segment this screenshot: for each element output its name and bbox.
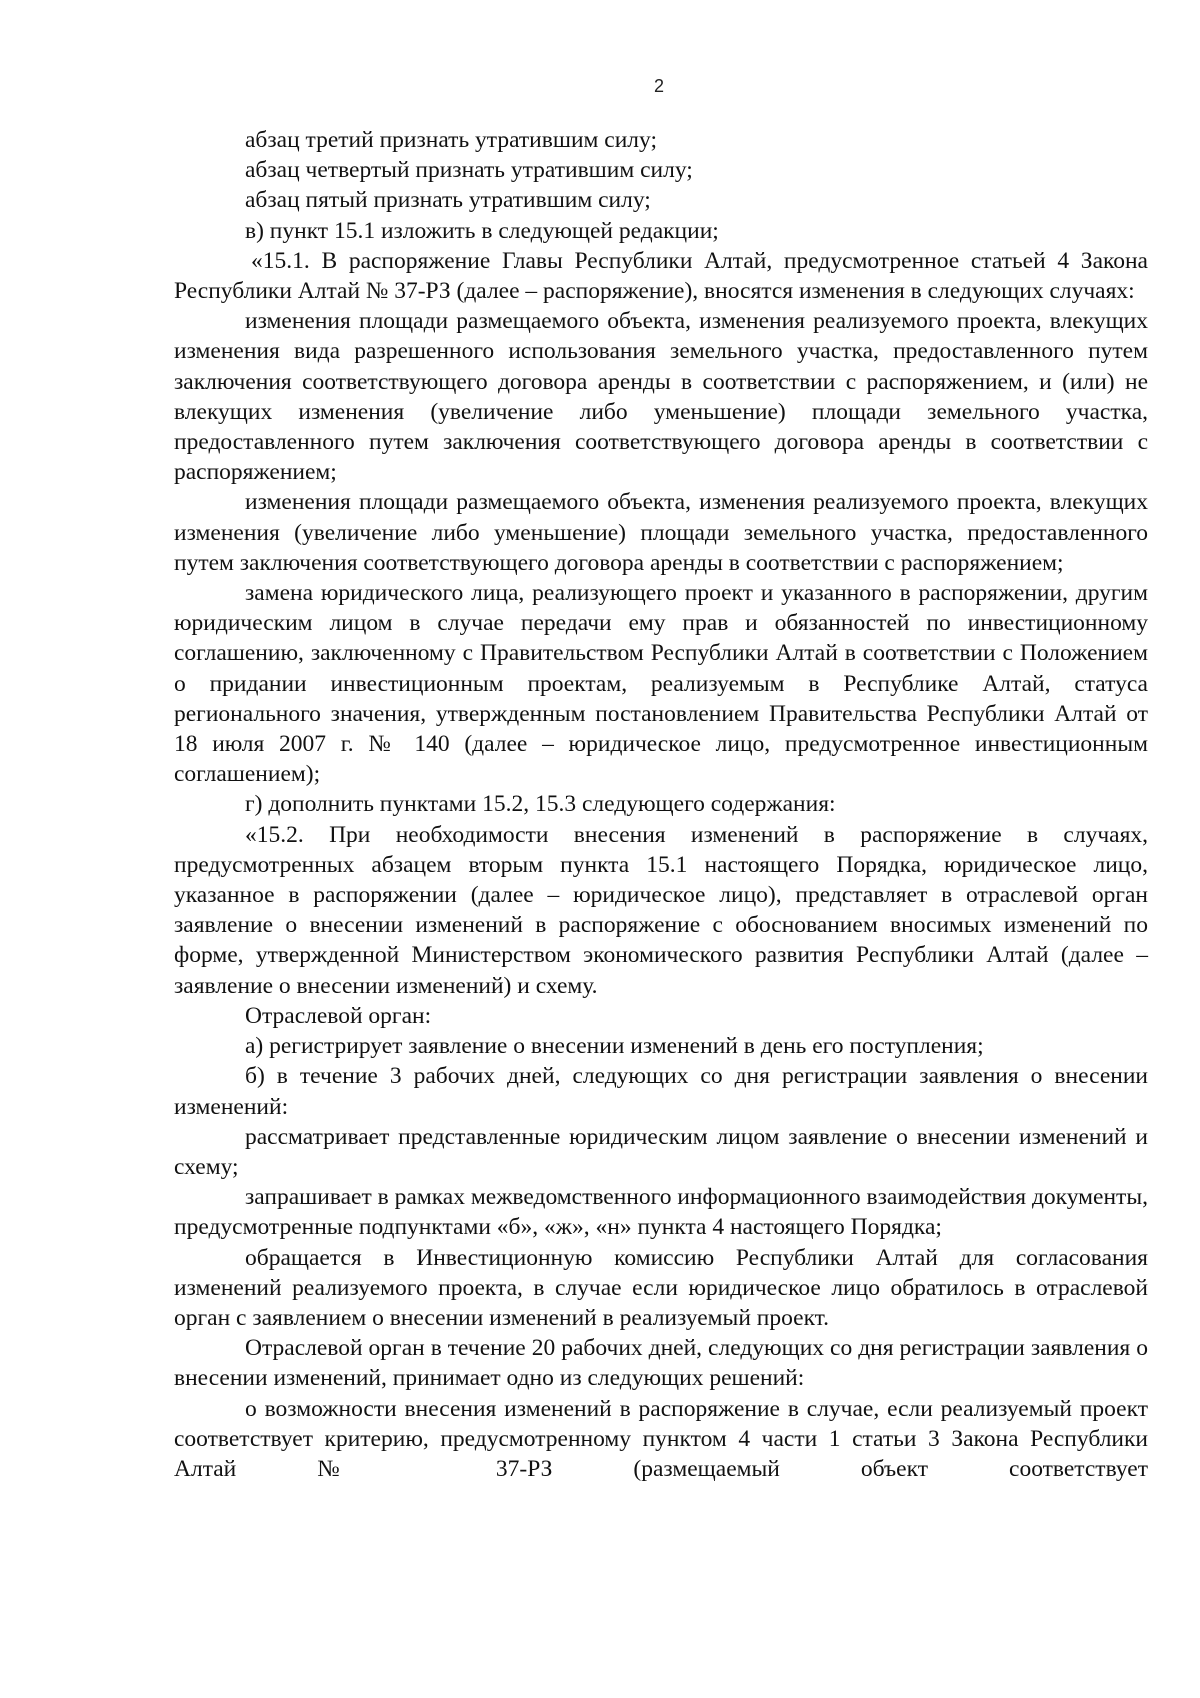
paragraph-9: г) дополнить пунктами 15.2, 15.3 следующего содержания: bbox=[245, 791, 836, 818]
paragraph-8: замена юридического лица, реализующего проект и указанного в распоряжении, другим юридическим лицом в случае передачи ему прав и обязанностей по инвестиционному соглашению, заключенному с Правительством Республики Алтай в соответствии с Положением о придании инвестиционным проектам, реализуемым в Республике Алтай, статуса регионального значения, утвержденным постановлением Правительства Республики Алтай от 18 июля 2007 г. № 140 (далее – юридическое лицо, предусмотренное инвестиционным соглашением); bbox=[174, 580, 1148, 788]
paragraph-7: изменения площади размещаемого объекта, изменения реализуемого проекта, влекущих изменения (увеличение либо уменьшение) площади земельного участка, предоставленного путем заключения соответствующего договора аренды в соответствии с распоряжением; bbox=[174, 489, 1148, 576]
paragraph-17: Отраслевой орган в течение 20 рабочих дней, следующих со дня регистрации заявления о внесении изменений, принимает одно из следующих решений: bbox=[174, 1335, 1148, 1392]
paragraph-11: Отраслевой орган: bbox=[245, 1002, 432, 1029]
paragraph-12: а) регистрирует заявление о внесении изменений в день его поступления; bbox=[245, 1033, 984, 1060]
paragraph-14: рассматривает представленные юридическим лицом заявление о внесении изменений и схему; bbox=[174, 1123, 1148, 1180]
paragraph-10: «15.2. При необходимости внесения изменений в распоряжение в случаях, предусмотренных абзацем вторым пункта 15.1 настоящего Порядка, юридическое лицо, указанное в распоряжении (далее – юридическое лицо), представляет в отраслевой орган заявление о внесении изменений в распоряжение с обоснованием вносимых изменений по форме, утвержденной Министерством экономического развития Республики Алтай (далее – заявление о внесении изменений) и схему. bbox=[174, 821, 1148, 999]
paragraph-4: в) пункт 15.1 изложить в следующей редакции; bbox=[245, 217, 719, 244]
paragraph-6: изменения площади размещаемого объекта, изменения реализуемого проекта, влекущих изменения вида разрешенного использования земельного участка, предоставленного путем заключения соответствующего договора аренды в соответствии с распоряжением, и (или) не влекущих изменения (увеличение либо уменьшение) площади земельного участка, предоставленного путем заключения соответствующего договора аренды в соответствии с распоряжением; bbox=[174, 308, 1148, 486]
paragraph-15: запрашивает в рамках межведомственного информационного взаимодействия документы, предусмотренные подпунктами «б», «ж», «н» пункта 4 настоящего Порядка; bbox=[174, 1184, 1148, 1241]
paragraph-16: обращается в Инвестиционную комиссию Республики Алтай для согласования изменений реализуемого проекта, в случае если юридическое лицо обратилось в отраслевой орган с заявлением о внесении изменений в реализуемый проект. bbox=[174, 1244, 1148, 1331]
paragraph-3: абзац пятый признать утратившим силу; bbox=[245, 187, 651, 214]
document-body bbox=[174, 125, 1148, 1484]
paragraph-13: б) в течение 3 рабочих дней, следующих со дня регистрации заявления о внесении изменений: bbox=[174, 1063, 1148, 1120]
page-number: 2 bbox=[653, 76, 664, 96]
paragraph-5: «15.1. В распоряжение Главы Республики Алтай, предусмотренное статьей 4 Закона Республики Алтай № 37-РЗ (далее – распоряжение), вносятся изменения в следующих случаях: bbox=[174, 247, 1148, 305]
paragraph-2: абзац четвертый признать утратившим силу; bbox=[245, 157, 693, 184]
paragraph-18: о возможности внесения изменений в распоряжение в случае, если реализуемый проект соответствует критерию, предусмотренному пунктом 4 части 1 статьи 3 Закона Республики Алтай № 37-РЗ (размещаемый объект соответствует bbox=[174, 1395, 1148, 1482]
paragraph-1: абзац третий признать утратившим силу; bbox=[245, 127, 657, 153]
